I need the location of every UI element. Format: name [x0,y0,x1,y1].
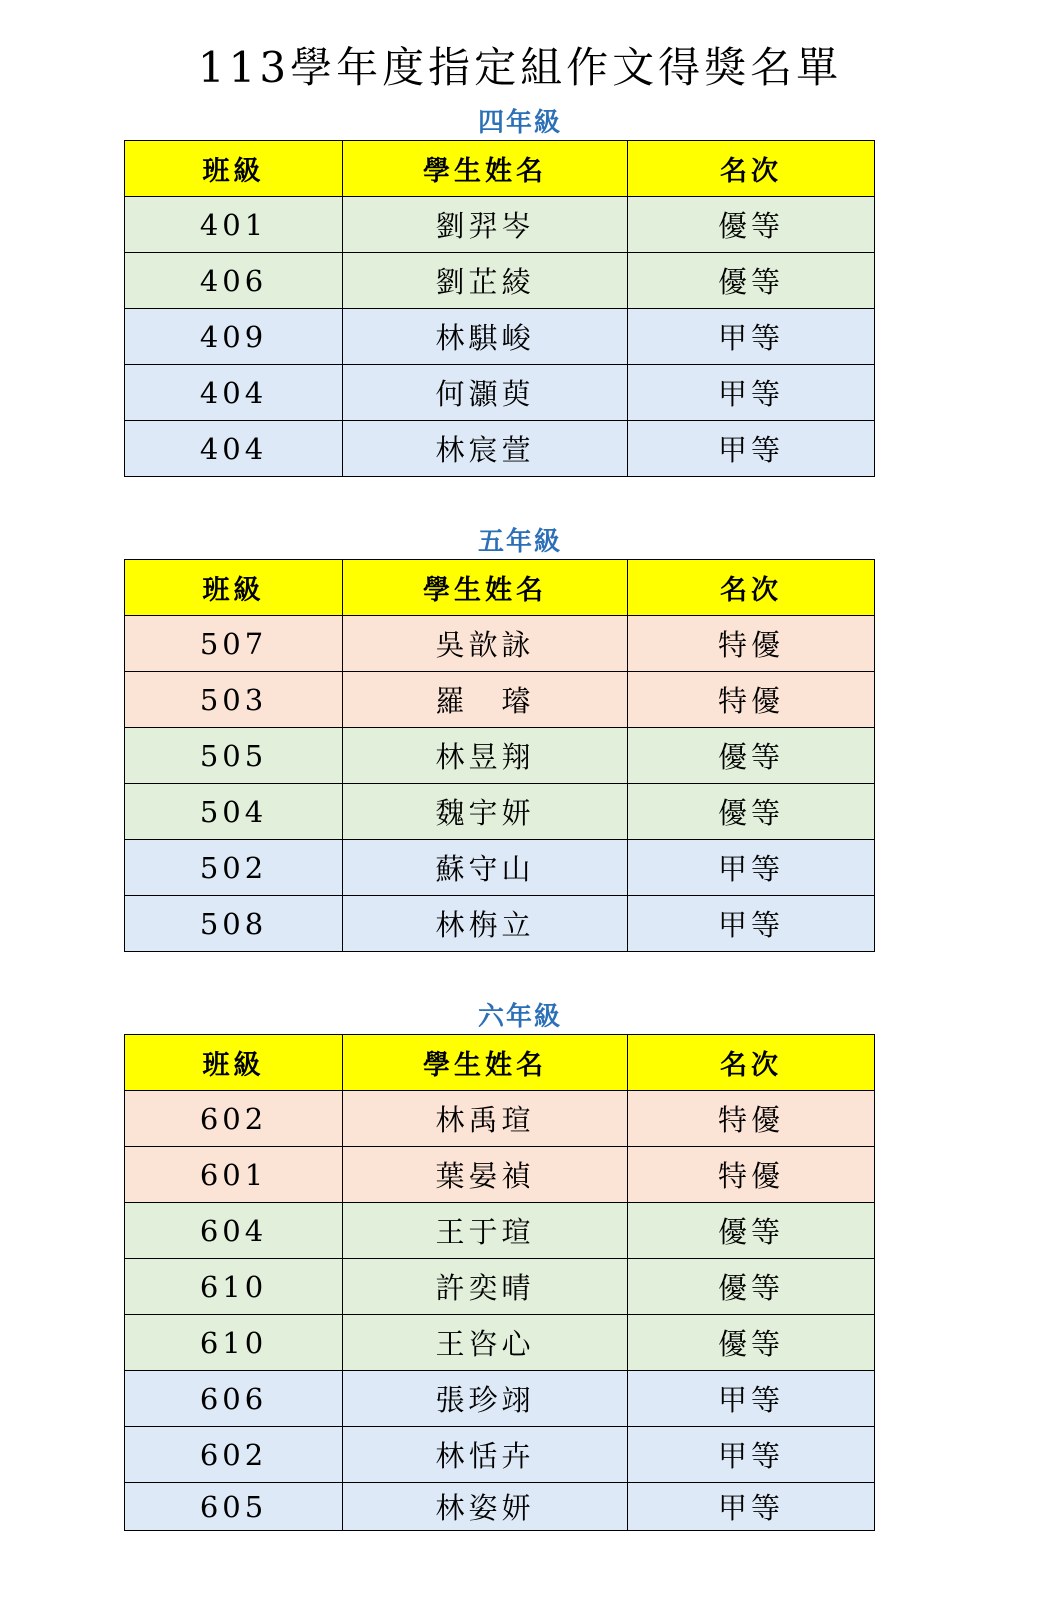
cell-class: 502 [125,840,343,896]
table-row [125,896,875,952]
cell-name: 王咨心 [343,1315,628,1371]
cell-rank: 特優 [628,616,875,672]
header-name: 學生姓名 [343,1035,628,1091]
table-row [125,1371,875,1427]
cell-name: 林栴立 [343,896,628,952]
cell-rank: 優等 [628,1259,875,1315]
cell-class: 504 [125,784,343,840]
cell-rank: 優等 [628,1203,875,1259]
cell-class: 605 [125,1483,343,1531]
cell-class: 508 [125,896,343,952]
cell-name: 劉芷綾 [343,253,628,309]
cell-rank: 優等 [628,1315,875,1371]
cell-rank: 甲等 [628,896,875,952]
cell-rank: 優等 [628,253,875,309]
table-row [125,1147,875,1203]
table-header-row [125,1035,875,1091]
table-row [125,253,875,309]
cell-name: 林昱翔 [343,728,628,784]
header-name: 學生姓名 [343,141,628,197]
cell-rank: 甲等 [628,1371,875,1427]
cell-name: 林禹瑄 [343,1091,628,1147]
table-row [125,421,875,477]
cell-name: 葉晏禎 [343,1147,628,1203]
table-row [125,840,875,896]
cell-class: 409 [125,309,343,365]
cell-rank: 特優 [628,672,875,728]
cell-class: 401 [125,197,343,253]
table-row [125,616,875,672]
cell-name: 王于瑄 [343,1203,628,1259]
cell-name: 蘇守山 [343,840,628,896]
cell-rank: 甲等 [628,840,875,896]
table-row [125,1091,875,1147]
cell-class: 507 [125,616,343,672]
cell-class: 610 [125,1315,343,1371]
cell-name: 何灝萸 [343,365,628,421]
cell-name: 林騏峻 [343,309,628,365]
cell-class: 406 [125,253,343,309]
header-class: 班級 [125,1035,343,1091]
table-header-row [125,560,875,616]
cell-name: 許奕晴 [343,1259,628,1315]
table-header-row [125,141,875,197]
cell-rank: 優等 [628,784,875,840]
cell-rank: 甲等 [628,421,875,477]
cell-rank: 甲等 [628,309,875,365]
cell-name: 魏宇妍 [343,784,628,840]
cell-class: 602 [125,1427,343,1483]
grade-label-6: 六年級 [477,1002,562,1032]
table-row [125,728,875,784]
table-row [125,784,875,840]
table-row [125,365,875,421]
table-row [125,1315,875,1371]
award-table-grade-5 [124,559,875,952]
cell-rank: 特優 [628,1091,875,1147]
cell-class: 604 [125,1203,343,1259]
cell-class: 404 [125,421,343,477]
award-table-grade-6 [124,1034,875,1531]
cell-rank: 甲等 [628,1483,875,1531]
table-row [125,1259,875,1315]
cell-class: 503 [125,672,343,728]
cell-rank: 特優 [628,1147,875,1203]
cell-name: 吳歆詠 [343,616,628,672]
table-row [125,1427,875,1483]
cell-name: 劉羿岑 [343,197,628,253]
cell-class: 606 [125,1371,343,1427]
header-class: 班級 [125,141,343,197]
cell-class: 602 [125,1091,343,1147]
cell-class: 601 [125,1147,343,1203]
page-title: 113學年度指定組作文得獎名單 [197,43,843,92]
cell-class: 505 [125,728,343,784]
table-row [125,1203,875,1259]
header-class: 班級 [125,560,343,616]
cell-name: 林宸萱 [343,421,628,477]
cell-rank: 優等 [628,197,875,253]
cell-class: 404 [125,365,343,421]
header-name: 學生姓名 [343,560,628,616]
cell-class: 610 [125,1259,343,1315]
table-row [125,672,875,728]
cell-rank: 甲等 [628,1427,875,1483]
table-row [125,309,875,365]
cell-name: 張珍翊 [343,1371,628,1427]
grade-label-5: 五年級 [477,527,562,557]
table-row [125,197,875,253]
grade-label-4: 四年級 [477,108,562,138]
header-rank: 名次 [628,141,875,197]
cell-rank: 甲等 [628,365,875,421]
award-table-grade-4 [124,140,875,477]
header-rank: 名次 [628,1035,875,1091]
cell-name: 林恬卉 [343,1427,628,1483]
header-rank: 名次 [628,560,875,616]
table-row [125,1483,875,1531]
cell-name: 羅 璿 [343,672,628,728]
cell-rank: 優等 [628,728,875,784]
cell-name: 林姿妍 [343,1483,628,1531]
